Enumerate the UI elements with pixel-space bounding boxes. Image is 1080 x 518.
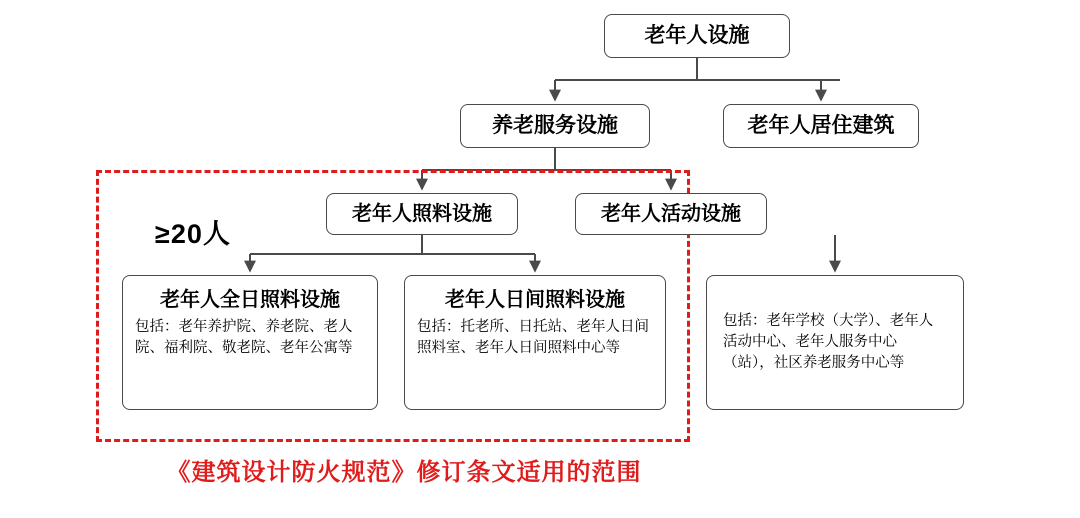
node-elderly-nursing-facilities[interactable] [326,193,518,235]
node-title: 老年人设施 [644,23,750,47]
node-title: 老年人活动设施 [601,202,741,225]
node-day-care-facilities[interactable] [404,275,666,410]
node-description: 包括：老年学校（大学）、老年人活动中心、老年人服务中心（站），社区养老服务中心等 [723,312,934,371]
scope-caption: 《建筑设计防火规范》修订条文适用的范围 [166,459,642,486]
node-title: 老年人全日照料设施 [160,289,340,311]
node-title: 老年人照料设施 [352,202,492,225]
node-elderly-activity-facilities[interactable] [575,193,767,235]
node-title: 老年人居住建筑 [747,113,895,137]
node-title: 老年人日间照料设施 [445,289,625,311]
node-description: 包括：老年养护院、养老院、老人院、福利院、敬老院、老年公寓等 [135,319,353,357]
node-elderly-residential-buildings[interactable] [723,104,919,148]
node-description: 包括：托老所、日托站、老年人日间照料室、老年人日间照料中心等 [417,319,649,357]
node-full-day-care-facilities[interactable] [122,275,378,410]
threshold-badge: ≥20人 [155,219,231,249]
node-elderly-facilities[interactable] [604,14,790,58]
node-elderly-care-service-facilities[interactable] [460,104,650,148]
node-activity-facilities-list[interactable] [706,275,964,410]
node-title: 养老服务设施 [492,113,618,137]
